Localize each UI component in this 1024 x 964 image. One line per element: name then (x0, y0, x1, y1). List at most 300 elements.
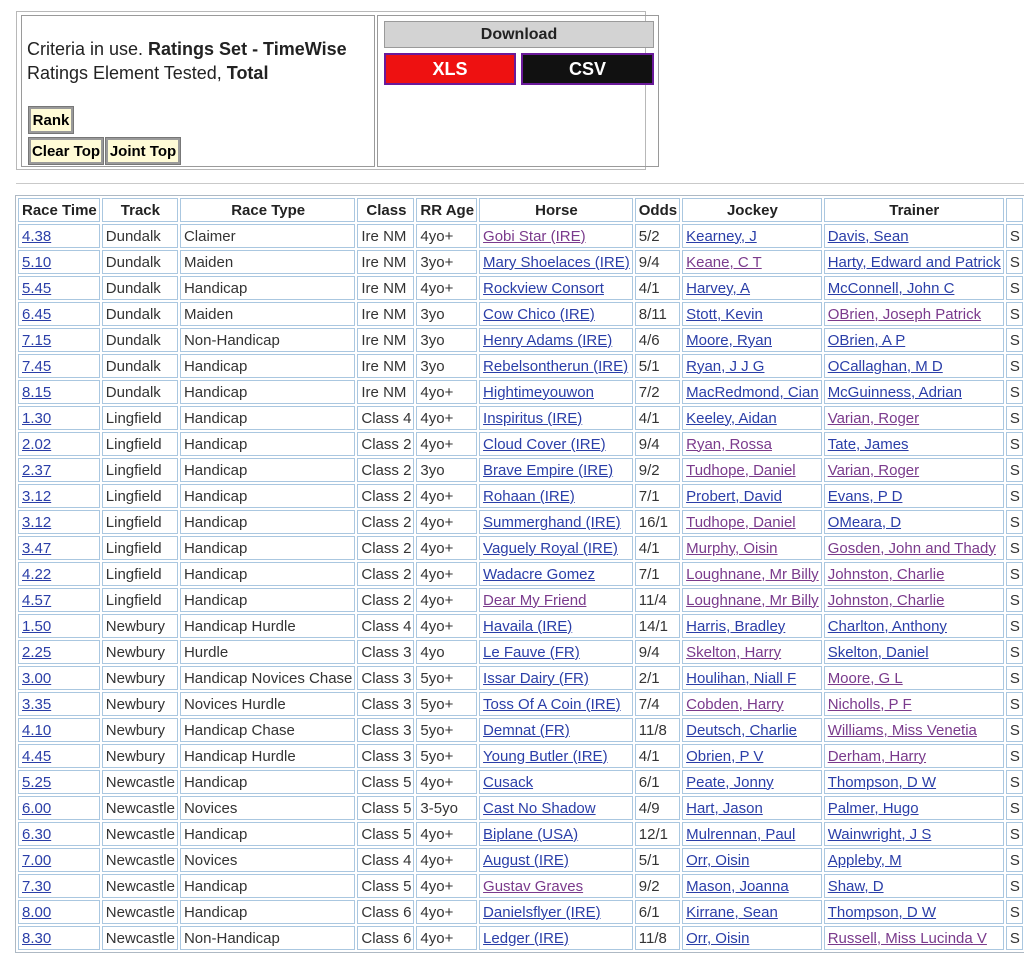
criteria-element-tested (27, 63, 268, 84)
race-time (18, 328, 100, 352)
rr-age-cell: 3yo (416, 458, 477, 482)
odds-cell: 14/1 (635, 614, 680, 638)
race-time-link[interactable]: 8.30 (22, 929, 52, 947)
race-time-link[interactable]: 5.45 (22, 279, 52, 297)
trainer-link[interactable]: McGuinness, Adrian (827, 383, 962, 401)
track-cell: Lingfield (102, 458, 178, 482)
race-time (18, 536, 100, 560)
track-cell: Newbury (102, 718, 178, 742)
class-cell: Class 2 (357, 484, 414, 508)
criteria-ratings-set (27, 39, 347, 60)
extra-cell: S (1006, 666, 1023, 690)
race-time-link[interactable]: 5.10 (22, 253, 52, 271)
jockey-link[interactable]: Deutsch, Charlie (686, 721, 797, 739)
horse-link[interactable]: Rohaan (IRE) (483, 487, 575, 505)
class-cell: Class 3 (357, 666, 414, 690)
jockey (682, 614, 822, 638)
table-header-row (18, 198, 1023, 222)
race-type-cell: Handicap (180, 406, 355, 430)
rr-age-cell: 4yo+ (416, 900, 477, 924)
track-cell: Newcastle (102, 822, 178, 846)
race-time-link[interactable]: 3.12 (22, 513, 52, 531)
header-jockey: Jockey (682, 198, 822, 222)
horse-link[interactable]: Cusack (483, 773, 534, 791)
jockey (682, 926, 822, 950)
race-type-cell: Handicap Chase (180, 718, 355, 742)
race-time-link[interactable]: 4.45 (22, 747, 52, 765)
trainer-link[interactable]: Varian, Roger (827, 461, 920, 479)
race-time-link[interactable]: 5.25 (22, 773, 52, 791)
horse-link[interactable]: Hightimeyouwon (483, 383, 594, 401)
horse-link[interactable]: Rebelsontherun (IRE) (483, 357, 629, 375)
class-cell: Ire NM (357, 224, 414, 248)
trainer (824, 432, 1004, 456)
trainer-link[interactable]: Tate, James (827, 435, 909, 453)
horse-link[interactable]: Wadacre Gomez (483, 565, 596, 583)
jockey-link[interactable]: Kearney, J (686, 227, 757, 245)
rr-age-cell: 3-5yo (416, 796, 477, 820)
track-cell: Newbury (102, 666, 178, 690)
jockey-link[interactable]: Stott, Kevin (686, 305, 763, 323)
class-cell: Class 5 (357, 796, 414, 820)
class-cell: Class 4 (357, 406, 414, 430)
header-race-time: Race Time (18, 198, 100, 222)
jockey-link[interactable]: Harvey, A (686, 279, 751, 297)
jockey (682, 848, 822, 872)
jockey-link[interactable]: Orr, Oisin (686, 851, 750, 869)
jockey-link[interactable]: Mason, Joanna (686, 877, 789, 895)
horse (479, 692, 633, 716)
table-row (18, 614, 1023, 638)
rr-age-cell: 4yo+ (416, 276, 477, 300)
jockey (682, 380, 822, 404)
table-row (18, 276, 1023, 300)
race-time-link[interactable]: 4.57 (22, 591, 52, 609)
race-time (18, 562, 100, 586)
race-time-link[interactable]: 6.45 (22, 305, 52, 323)
odds-cell: 7/4 (635, 692, 680, 716)
track-cell: Newcastle (102, 796, 178, 820)
odds-cell: 5/1 (635, 354, 680, 378)
track-cell: Lingfield (102, 536, 178, 560)
extra-cell: S (1006, 354, 1023, 378)
extra-cell: S (1006, 770, 1023, 794)
track-cell: Newcastle (102, 900, 178, 924)
horse-link[interactable]: August (IRE) (483, 851, 569, 869)
race-time-link[interactable]: 3.35 (22, 695, 52, 713)
track-cell: Dundalk (102, 224, 178, 248)
rr-age-cell: 4yo+ (416, 848, 477, 872)
jockey (682, 874, 822, 898)
horse (479, 874, 633, 898)
odds-cell: 16/1 (635, 510, 680, 534)
header-track: Track (102, 198, 178, 222)
extra-cell: S (1006, 432, 1023, 456)
horse (479, 796, 633, 820)
trainer-link[interactable]: Moore, G L (827, 669, 903, 687)
trainer-link[interactable]: OMeara, D (827, 513, 902, 531)
extra-cell: S (1006, 640, 1023, 664)
horse-link[interactable]: Cloud Cover (IRE) (483, 435, 606, 453)
jockey (682, 302, 822, 326)
trainer-link[interactable]: Evans, P D (827, 487, 903, 505)
race-time-link[interactable]: 7.00 (22, 851, 52, 869)
race-time-link[interactable]: 2.25 (22, 643, 52, 661)
table-row (18, 224, 1023, 248)
jockey-link[interactable]: Ryan, Rossa (686, 435, 772, 453)
race-time-link[interactable]: 8.00 (22, 903, 52, 921)
track-cell: Dundalk (102, 302, 178, 326)
table-row (18, 848, 1023, 872)
rr-age-cell: 3yo (416, 302, 477, 326)
results-table-wrapper (16, 196, 1024, 952)
extra-cell: S (1006, 744, 1023, 768)
rr-age-cell: 4yo+ (416, 562, 477, 586)
horse-link[interactable]: Gustav Graves (483, 877, 584, 895)
jockey (682, 510, 822, 534)
class-cell: Ire NM (357, 328, 414, 352)
trainer (824, 692, 1004, 716)
race-type-cell: Non-Handicap (180, 328, 355, 352)
trainer-link[interactable]: Varian, Roger (827, 409, 920, 427)
extra-cell: S (1006, 562, 1023, 586)
header-horse: Horse (479, 198, 633, 222)
horse (479, 640, 633, 664)
race-time-link[interactable]: 4.22 (22, 565, 52, 583)
race-time-link[interactable]: 2.37 (22, 461, 52, 479)
horse (479, 224, 633, 248)
race-time-link[interactable]: 1.30 (22, 409, 52, 427)
jockey-link[interactable]: Mulrennan, Paul (686, 825, 796, 843)
trainer-link[interactable]: Thompson, D W (827, 773, 937, 791)
trainer (824, 458, 1004, 482)
joint-top-button[interactable]: Joint Top (106, 138, 180, 164)
jockey-link[interactable]: Tudhope, Daniel (686, 461, 796, 479)
horse (479, 588, 633, 612)
race-time (18, 250, 100, 274)
jockey-link[interactable]: MacRedmond, Cian (686, 383, 819, 401)
jockey-link[interactable]: Hart, Jason (686, 799, 763, 817)
jockey-link[interactable]: Ryan, J J G (686, 357, 765, 375)
odds-cell: 7/2 (635, 380, 680, 404)
race-time-link[interactable]: 3.12 (22, 487, 52, 505)
trainer-link[interactable]: Wainwright, J S (827, 825, 932, 843)
horse-link[interactable]: Brave Empire (IRE) (483, 461, 614, 479)
trainer-link[interactable]: Palmer, Hugo (827, 799, 919, 817)
horse-link[interactable]: Mary Shoelaces (IRE) (483, 253, 630, 271)
race-type-cell: Novices (180, 796, 355, 820)
rr-age-cell: 4yo+ (416, 224, 477, 248)
rr-age-cell: 4yo+ (416, 406, 477, 430)
trainer-link[interactable]: Gosden, John and Thady (827, 539, 996, 557)
trainer-link[interactable]: OBrien, Joseph Patrick (827, 305, 982, 323)
jockey-link[interactable]: Murphy, Oisin (686, 539, 778, 557)
trainer (824, 276, 1004, 300)
extra-cell: S (1006, 406, 1023, 430)
jockey (682, 900, 822, 924)
horse (479, 926, 633, 950)
odds-cell: 4/1 (635, 276, 680, 300)
extra-cell: S (1006, 302, 1023, 326)
race-time-link[interactable]: 7.15 (22, 331, 52, 349)
horse-link[interactable]: Toss Of A Coin (IRE) (483, 695, 621, 713)
race-type-cell: Handicap (180, 536, 355, 560)
horse-link[interactable]: Young Butler (IRE) (483, 747, 608, 765)
trainer-link[interactable]: Shaw, D (827, 877, 884, 895)
race-type-cell: Maiden (180, 302, 355, 326)
table-row (18, 640, 1023, 664)
trainer (824, 848, 1004, 872)
rr-age-cell: 4yo+ (416, 614, 477, 638)
race-time (18, 406, 100, 430)
extra-cell: S (1006, 822, 1023, 846)
extra-cell: S (1006, 874, 1023, 898)
trainer-link[interactable]: Appleby, M (827, 851, 902, 869)
jockey (682, 276, 822, 300)
criteria-value: Ratings Set - TimeWise (148, 39, 347, 59)
race-type-cell: Novices Hurdle (180, 692, 355, 716)
odds-cell: 6/1 (635, 900, 680, 924)
horse (479, 380, 633, 404)
trainer (824, 250, 1004, 274)
trainer-link[interactable]: Russell, Miss Lucinda V (827, 929, 987, 947)
jockey-link[interactable]: Obrien, P V (686, 747, 764, 765)
odds-cell: 2/1 (635, 666, 680, 690)
trainer-link[interactable]: Johnston, Charlie (827, 565, 945, 583)
rr-age-cell: 4yo+ (416, 926, 477, 950)
extra-cell: S (1006, 250, 1023, 274)
odds-cell: 9/2 (635, 458, 680, 482)
race-time (18, 718, 100, 742)
horse (479, 250, 633, 274)
horse-link[interactable]: Summerghand (IRE) (483, 513, 621, 531)
track-cell: Lingfield (102, 484, 178, 508)
jockey-link[interactable]: Harris, Bradley (686, 617, 786, 635)
horse (479, 822, 633, 846)
race-time-link[interactable]: 6.00 (22, 799, 52, 817)
horse (479, 536, 633, 560)
trainer-link[interactable]: Nicholls, P F (827, 695, 912, 713)
jockey-link[interactable]: Moore, Ryan (686, 331, 772, 349)
class-cell: Class 4 (357, 848, 414, 872)
jockey (682, 250, 822, 274)
race-type-cell: Handicap Hurdle (180, 744, 355, 768)
trainer-link[interactable]: McConnell, John C (827, 279, 955, 297)
class-cell: Class 5 (357, 822, 414, 846)
horse-link[interactable]: Biplane (USA) (483, 825, 579, 843)
jockey (682, 770, 822, 794)
class-cell: Ire NM (357, 354, 414, 378)
criteria-element-value: Total (226, 63, 269, 83)
trainer-link[interactable]: Thompson, D W (827, 903, 937, 921)
odds-cell: 9/4 (635, 432, 680, 456)
class-cell: Ire NM (357, 276, 414, 300)
header-odds: Odds (635, 198, 680, 222)
jockey (682, 562, 822, 586)
extra-cell: S (1006, 484, 1023, 508)
track-cell: Newcastle (102, 926, 178, 950)
horse-link[interactable]: Cow Chico (IRE) (483, 305, 595, 323)
trainer-link[interactable]: Skelton, Daniel (827, 643, 929, 661)
horse (479, 510, 633, 534)
table-row (18, 926, 1023, 950)
horse (479, 718, 633, 742)
jockey-link[interactable]: Keeley, Aidan (686, 409, 777, 427)
header-trainer: Trainer (824, 198, 1004, 222)
horse-link[interactable]: Inspiritus (IRE) (483, 409, 583, 427)
horse-link[interactable]: Le Fauve (FR) (483, 643, 580, 661)
horse-link[interactable]: Rockview Consort (483, 279, 604, 297)
extra-cell: S (1006, 276, 1023, 300)
csv-download-button[interactable]: CSV (521, 53, 654, 85)
track-cell: Newbury (102, 614, 178, 638)
jockey (682, 640, 822, 664)
jockey-link[interactable]: Peate, Jonny (686, 773, 774, 791)
header-class: Class (357, 198, 414, 222)
class-cell: Class 6 (357, 926, 414, 950)
class-cell: Class 2 (357, 458, 414, 482)
race-time (18, 302, 100, 326)
race-time-link[interactable]: 1.50 (22, 617, 52, 635)
trainer (824, 926, 1004, 950)
track-cell: Newbury (102, 744, 178, 768)
class-cell: Class 5 (357, 770, 414, 794)
race-type-cell: Handicap (180, 588, 355, 612)
rr-age-cell: 4yo (416, 640, 477, 664)
rr-age-cell: 4yo+ (416, 770, 477, 794)
horse (479, 744, 633, 768)
race-time (18, 510, 100, 534)
jockey (682, 744, 822, 768)
extra-cell: S (1006, 692, 1023, 716)
race-time-link[interactable]: 4.10 (22, 721, 52, 739)
race-time (18, 458, 100, 482)
horse-link[interactable]: Issar Dairy (FR) (483, 669, 589, 687)
horse-link[interactable]: Dear My Friend (483, 591, 587, 609)
trainer-link[interactable]: OBrien, A P (827, 331, 906, 349)
jockey-link[interactable]: Loughnane, Mr Billy (686, 565, 819, 583)
horse-link[interactable]: Demnat (FR) (483, 721, 570, 739)
xls-download-button[interactable]: XLS (384, 53, 516, 85)
class-cell: Class 3 (357, 718, 414, 742)
jockey-link[interactable]: Skelton, Harry (686, 643, 782, 661)
class-cell: Ire NM (357, 380, 414, 404)
jockey-link[interactable]: Probert, David (686, 487, 782, 505)
horse-link[interactable]: Vaguely Royal (IRE) (483, 539, 618, 557)
jockey-link[interactable]: Kirrane, Sean (686, 903, 778, 921)
class-cell: Class 4 (357, 614, 414, 638)
race-time-link[interactable]: 8.15 (22, 383, 52, 401)
race-type-cell: Handicap (180, 900, 355, 924)
horse-link[interactable]: Henry Adams (IRE) (483, 331, 613, 349)
race-time (18, 354, 100, 378)
table-row (18, 874, 1023, 898)
rr-age-cell: 4yo+ (416, 432, 477, 456)
race-type-cell: Handicap (180, 562, 355, 586)
race-type-cell: Handicap Hurdle (180, 614, 355, 638)
class-cell: Class 2 (357, 562, 414, 586)
jockey (682, 224, 822, 248)
race-type-cell: Handicap Novices Chase (180, 666, 355, 690)
table-row (18, 458, 1023, 482)
trainer-link[interactable]: Davis, Sean (827, 227, 909, 245)
race-time (18, 770, 100, 794)
jockey-link[interactable]: Orr, Oisin (686, 929, 750, 947)
table-row (18, 744, 1023, 768)
race-time (18, 692, 100, 716)
horse-link[interactable]: Gobi Star (IRE) (483, 227, 586, 245)
race-type-cell: Handicap (180, 458, 355, 482)
extra-cell: S (1006, 510, 1023, 534)
rr-age-cell: 3yo+ (416, 250, 477, 274)
race-time-link[interactable]: 4.38 (22, 227, 52, 245)
table-row (18, 250, 1023, 274)
rank-button[interactable]: Rank (29, 107, 73, 133)
rr-age-cell: 5yo+ (416, 666, 477, 690)
race-time-link[interactable]: 3.47 (22, 539, 52, 557)
jockey-link[interactable]: Loughnane, Mr Billy (686, 591, 819, 609)
jockey (682, 692, 822, 716)
trainer-link[interactable]: Harty, Edward and Patrick (827, 253, 1001, 271)
trainer-link[interactable]: Johnston, Charlie (827, 591, 945, 609)
jockey (682, 796, 822, 820)
extra-cell: S (1006, 796, 1023, 820)
odds-cell: 4/1 (635, 744, 680, 768)
rr-age-cell: 3yo (416, 354, 477, 378)
track-cell: Lingfield (102, 562, 178, 586)
race-time-link[interactable]: 3.00 (22, 669, 52, 687)
jockey (682, 328, 822, 352)
race-type-cell: Hurdle (180, 640, 355, 664)
trainer-link[interactable]: Derham, Harry (827, 747, 927, 765)
horse-link[interactable]: Havaila (IRE) (483, 617, 573, 635)
odds-cell: 11/4 (635, 588, 680, 612)
jockey-link[interactable]: Tudhope, Daniel (686, 513, 796, 531)
race-time-link[interactable]: 7.30 (22, 877, 52, 895)
jockey (682, 822, 822, 846)
horse-link[interactable]: Ledger (IRE) (483, 929, 569, 947)
odds-cell: 4/1 (635, 536, 680, 560)
horse (479, 406, 633, 430)
rr-age-cell: 5yo+ (416, 692, 477, 716)
trainer (824, 744, 1004, 768)
trainer-link[interactable]: Williams, Miss Venetia (827, 721, 977, 739)
race-type-cell: Novices (180, 848, 355, 872)
table-row (18, 380, 1023, 404)
class-cell: Class 5 (357, 874, 414, 898)
extra-cell: S (1006, 900, 1023, 924)
race-time (18, 926, 100, 950)
track-cell: Dundalk (102, 380, 178, 404)
horse-link[interactable]: Cast No Shadow (483, 799, 596, 817)
race-time-link[interactable]: 7.45 (22, 357, 52, 375)
jockey-link[interactable]: Cobden, Harry (686, 695, 784, 713)
jockey-link[interactable]: Houlihan, Niall F (686, 669, 797, 687)
horse-link[interactable]: Danielsflyer (IRE) (483, 903, 601, 921)
rr-age-cell: 4yo+ (416, 822, 477, 846)
odds-cell: 11/8 (635, 926, 680, 950)
clear-top-button[interactable]: Clear Top (29, 138, 103, 164)
jockey (682, 666, 822, 690)
trainer-link[interactable]: Charlton, Anthony (827, 617, 947, 635)
trainer-link[interactable]: OCallaghan, M D (827, 357, 943, 375)
race-type-cell: Maiden (180, 250, 355, 274)
jockey (682, 536, 822, 560)
race-time-link[interactable]: 2.02 (22, 435, 52, 453)
jockey-link[interactable]: Keane, C T (686, 253, 762, 271)
race-time-link[interactable]: 6.30 (22, 825, 52, 843)
table-row (18, 692, 1023, 716)
